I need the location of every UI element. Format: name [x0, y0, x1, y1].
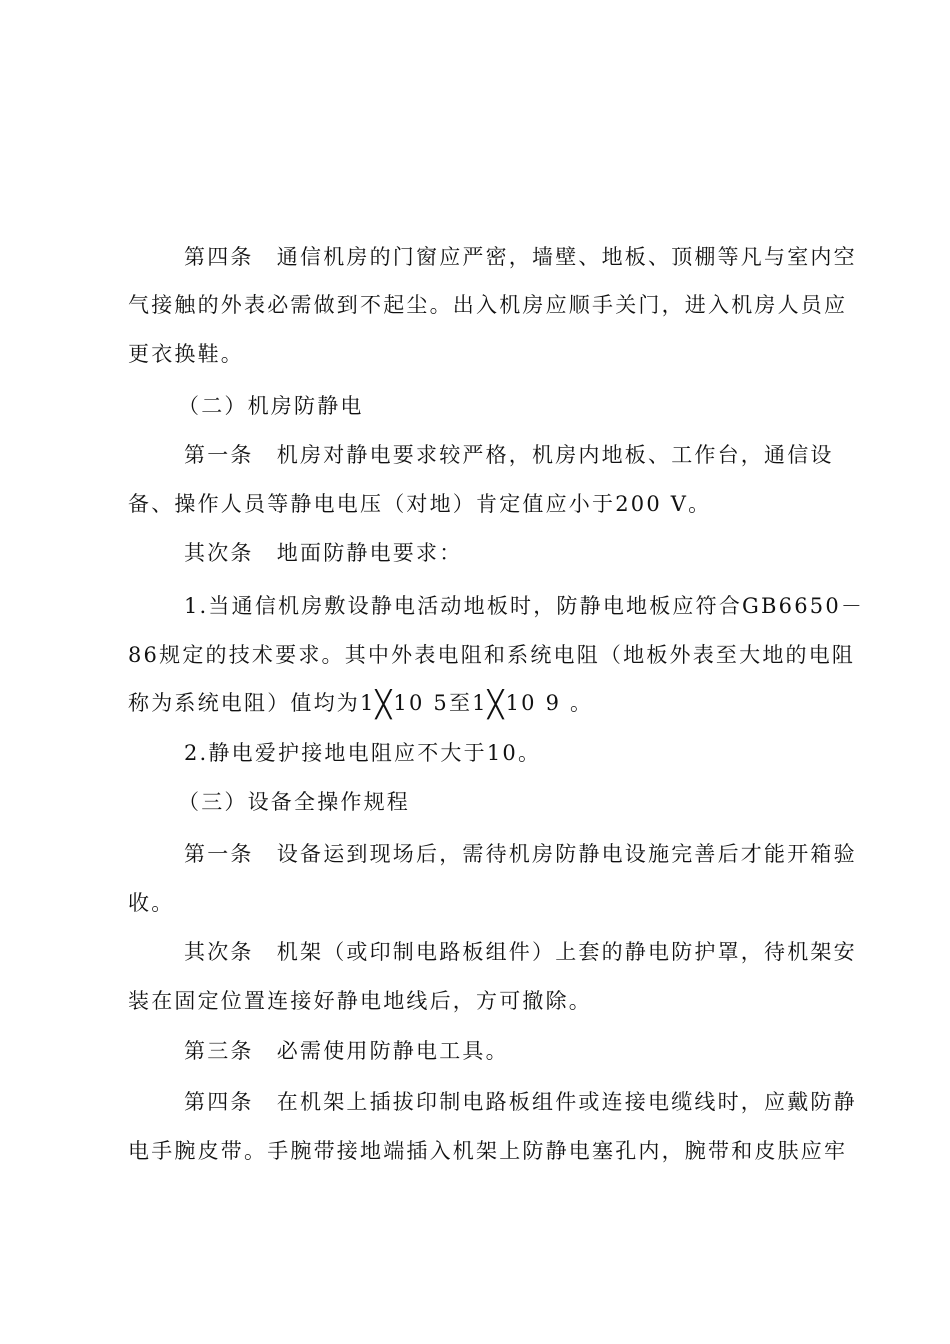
paragraph-line: 气接触的外表必需做到不起尘。出入机房应顺手关门，进入机房人员应 — [128, 293, 848, 317]
multiply-sign: ╳ — [375, 690, 394, 720]
paragraph-line-formula — [128, 688, 830, 718]
paragraph-line: 备、操作人员等静电电压（对地）肯定值应小于200 V。 — [128, 492, 712, 516]
paragraph-line: 其次条 地面防静电要求： — [184, 541, 463, 565]
formula-text: 10 5至1 — [393, 691, 488, 715]
paragraph-line: 装在固定位置连接好静电地线后，方可撤除。 — [128, 989, 592, 1013]
paragraph-line: 1.当通信机房敷设静电活动地板时，防静电地板应符合GB6650－ — [184, 594, 865, 618]
paragraph-line: 更衣换鞋。 — [128, 342, 244, 366]
formula-text: 10 9 。 — [505, 691, 594, 715]
paragraph-line: 第四条 通信机房的门窗应严密，墙壁、地板、顶棚等凡与室内空 — [184, 245, 857, 269]
paragraph-line: 第三条 必需使用防静电工具。 — [184, 1039, 509, 1063]
paragraph-line: 其次条 机架（或印制电路板组件）上套的静电防护罩，待机架安 — [184, 940, 857, 964]
multiply-sign: ╳ — [487, 690, 506, 720]
paragraph-line: 第一条 设备运到现场后，需待机房防静电设施完善后才能开箱验 — [184, 842, 857, 866]
section-heading: （三）设备全操作规程 — [178, 790, 410, 814]
section-heading: （二）机房防静电 — [178, 394, 364, 418]
paragraph-line: 86规定的技术要求。其中外表电阻和系统电阻（地板外表至大地的电阻 — [128, 643, 856, 667]
paragraph-line: 第一条 机房对静电要求较严格，机房内地板、工作台，通信设 — [184, 443, 834, 467]
paragraph-line: 2.静电爱护接地电阻应不大于10。 — [184, 741, 542, 765]
paragraph-line: 第四条 在机架上插拔印制电路板组件或连接电缆线时，应戴防静 — [184, 1090, 857, 1114]
paragraph-line: 收。 — [128, 891, 175, 915]
paragraph-line: 电手腕皮带。手腕带接地端插入机架上防静电塞孔内，腕带和皮肤应牢 — [128, 1139, 848, 1163]
formula-text: 称为系统电阻）值均为1 — [128, 691, 376, 715]
